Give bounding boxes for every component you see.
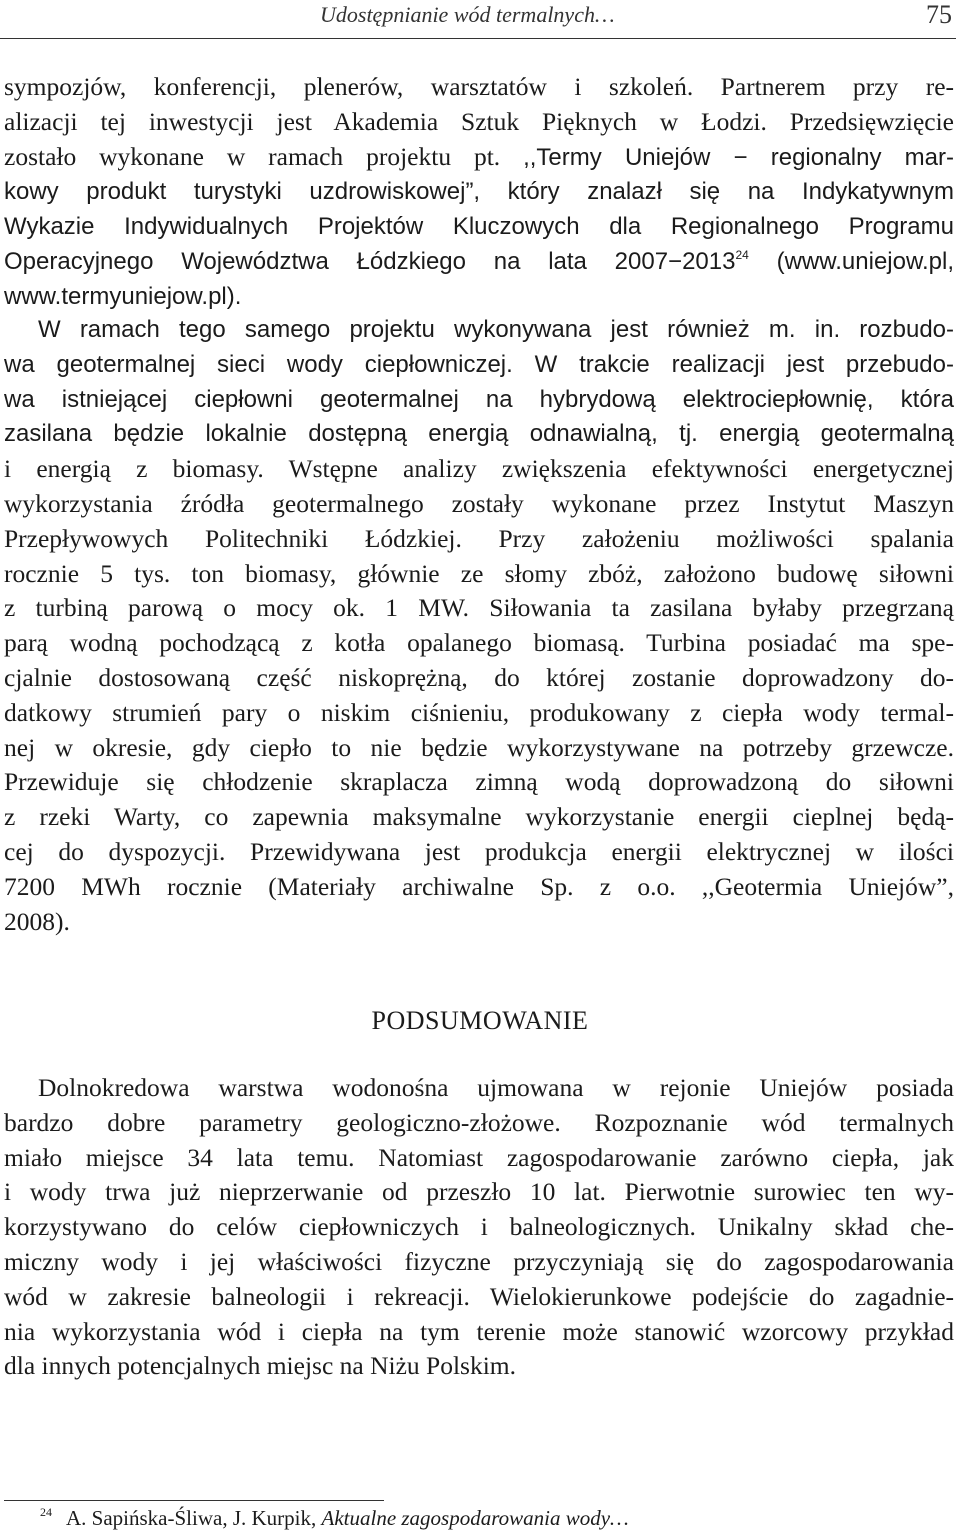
text-line: W ramach tego samego projektu wykonywana jest również m. in. rozbudo-: [38, 316, 954, 343]
text-line: z turbiną parową o mocy ok. 1 MW. Siłowania ta zasilana byłaby przegrzaną: [4, 593, 954, 623]
text-line: miczny wody i jej właściwości fizyczne przyczyniają się do zagospodarowania: [4, 1246, 954, 1276]
text-fragment: zostało wykonane w ramach projektu pt.: [4, 141, 524, 171]
text-line: wa geotermalnej sieci wody ciepłowniczej. W trakcie realizacji jest przebudo-: [4, 350, 954, 378]
text-line: i energią z biomasy. Wstępne analizy zwiększenia efektywności energetycznej: [4, 454, 954, 484]
text-line: Przewiduje się chłodzenie skraplacza zimną wodą doprowadzoną do siłowni: [4, 767, 954, 797]
text-line: 7200 MWh rocznie (Materiały archiwalne Sp. z o.o. ,,Geotermia Uniejów”,: [4, 871, 954, 901]
footnote-authors: A. Sapińska-Śliwa, J. Kurpik,: [66, 1506, 322, 1530]
paragraph-project-description: [4, 70, 954, 315]
running-title: Udostępnianie wód termalnych…: [320, 2, 615, 27]
text-line: Przepływowych Politechniki Łódzkiej. Przy założeniu możliwości spalania: [4, 523, 954, 553]
text-line: [4, 140, 954, 176]
text-line: Wykazie Indywidualnych Projektów Kluczowych dla Regionalnego Programu: [4, 213, 954, 241]
paragraph-geothermal-network: [4, 313, 954, 939]
text-line: parą wodną pochodzącą z kotła opalanego biomasą. Turbina posiadać ma spe-: [4, 628, 954, 658]
text-fragment: (www.uniejow.pl,: [748, 247, 954, 275]
text-fragment: Operacyjnego Województwa Łódzkiego na lata 2007−2013: [4, 247, 736, 275]
text-line: wykorzystania źródła geotermalnego zostały wykonane przez Instytut Maszyn: [4, 488, 954, 518]
text-line: rocznie 5 tys. ton biomasy, głównie ze słomy zbóż, założono budowę siłowni: [4, 558, 954, 588]
text-line: cjalnie dostosowaną część niskoprężną, do której zostanie doprowadzony do-: [4, 662, 954, 692]
text-line: wód w zakresie balneologii i rekreacji. Wielokierunkowe podejście do zagadnie-: [4, 1281, 954, 1311]
text-line: www.termyuniejow.pl).: [4, 282, 242, 310]
footnote-divider: [4, 1500, 384, 1501]
text-line: nia wykorzystania wód i ciepła na tym terenie może stanowić wzorcowy przykład: [4, 1316, 954, 1346]
text-line: miało miejsce 34 lata temu. Natomiast zagospodarowanie zarówno ciepła, jak: [4, 1142, 954, 1172]
text-line: Dolnokredowa warstwa wodonośna ujmowana w rejonie Uniejów posiada: [38, 1073, 954, 1102]
text-line: nej w okresie, gdy ciepło to nie będzie wykorzystywane na potrzeby grzewcze.: [4, 732, 954, 762]
running-header: [0, 0, 956, 39]
project-title-fragment: ,,Termy Uniejów − regionalny mar-: [523, 143, 954, 171]
footnote-reference: 24: [735, 247, 749, 262]
text-line: sympozjów, konferencji, plenerów, warsztatów i szkoleń. Partnerem przy re-: [4, 72, 954, 101]
text-line: korzystywano do celów ciepłowniczych i balneologicznych. Unikalny skład che-: [4, 1212, 954, 1242]
text-line: cej do dyspozycji. Przewidywana jest produkcja energii elektrycznej w ilości: [4, 836, 954, 866]
text-line: i wody trwa już nieprzerwanie od przeszło 10 lat. Pierwotnie surowiec ten wy-: [4, 1177, 954, 1207]
footnote: [40, 1506, 629, 1531]
text-line: 2008).: [4, 906, 70, 936]
section-heading: PODSUMOWANIE: [371, 1006, 589, 1035]
footnote-marker: 24: [40, 1505, 52, 1519]
paragraph-summary: [4, 1071, 954, 1384]
text-line: dla innych potencjalnych miejsc na Niżu Polskim.: [4, 1351, 517, 1381]
text-line: datkowy strumień pary o niskim ciśnieniu, produkowany z ciepła wody termal-: [4, 697, 954, 727]
text-line: wa istniejącej ciepłowni geotermalnej na hybrydową elektrociepłownię, która: [4, 385, 954, 413]
text-line: [4, 245, 954, 280]
text-line: bardzo dobre parametry geologiczno-złożowe. Rozpoznanie wód termalnych: [4, 1107, 954, 1137]
text-line: alizacji tej inwestycji jest Akademia Sztuk Pięknych w Łodzi. Przedsięwzięcie: [4, 106, 954, 136]
text-line: zasilana będzie lokalnie dostępną energią odnawialną, tj. energią geotermalną: [4, 420, 954, 448]
page-number: 75: [926, 0, 952, 29]
footnote-title: Aktualne zagospodarowania wody…: [321, 1506, 629, 1530]
text-line: z rzeki Warty, co zapewnia maksymalne wykorzystanie energii cieplnej będą-: [4, 802, 954, 832]
text-line: kowy produkt turystyki uzdrowiskowej”, który znalazł się na Indykatywnym: [4, 178, 954, 206]
